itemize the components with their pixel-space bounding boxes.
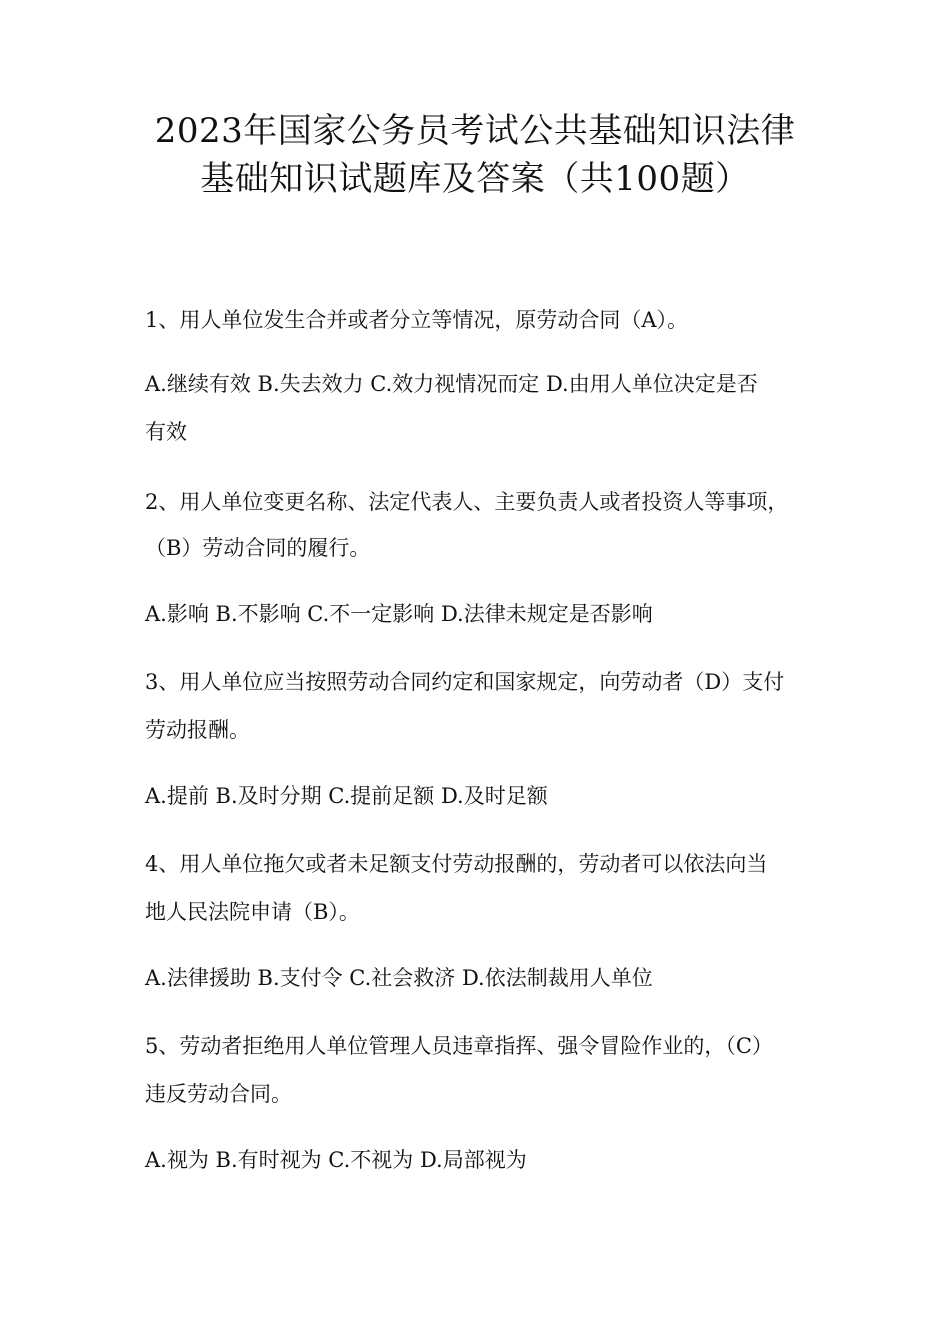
- question-1-text: 1、用人单位发生合并或者分立等情况，原劳动合同（A）。: [145, 308, 689, 332]
- question-4-text: 4、用人单位拖欠或者未足额支付劳动报酬的，劳动者可以依法向当: [145, 852, 768, 876]
- question-3-options: A.提前 B.及时分期 C.提前足额 D.及时足额: [145, 784, 548, 808]
- question-2-options: A.影响 B.不影响 C.不一定影响 D.法律未规定是否影响: [145, 602, 653, 626]
- question-4-text-cont: 地人民法院申请（B）。: [145, 900, 360, 924]
- question-1-options-cont: 有效: [145, 420, 187, 444]
- document-title-line-1: 2023年国家公务员考试公共基础知识法律: [154, 111, 796, 151]
- question-5-text-cont: 违反劳动合同。: [145, 1082, 292, 1106]
- question-3-text-cont: 劳动报酬。: [145, 718, 250, 742]
- question-1-options: A.继续有效 B.失去效力 C.效力视情况而定 D.由用人单位决定是否: [145, 372, 758, 396]
- question-5-options: A.视为 B.有时视为 C.不视为 D.局部视为: [145, 1148, 527, 1172]
- document-title-line-2: 基础知识试题库及答案（共100题）: [200, 159, 750, 199]
- question-3-text: 3、用人单位应当按照劳动合同约定和国家规定，向劳动者（D）支付: [145, 670, 785, 694]
- question-5-text: 5、劳动者拒绝用人单位管理人员违章指挥、强令冒险作业的，（C）: [145, 1034, 773, 1058]
- question-2-text: 2、用人单位变更名称、法定代表人、主要负责人或者投资人等事项，: [145, 490, 789, 514]
- question-4-options: A.法律援助 B.支付令 C.社会救济 D.依法制裁用人单位: [145, 966, 653, 990]
- question-2-text-cont: （B）劳动合同的履行。: [145, 536, 371, 560]
